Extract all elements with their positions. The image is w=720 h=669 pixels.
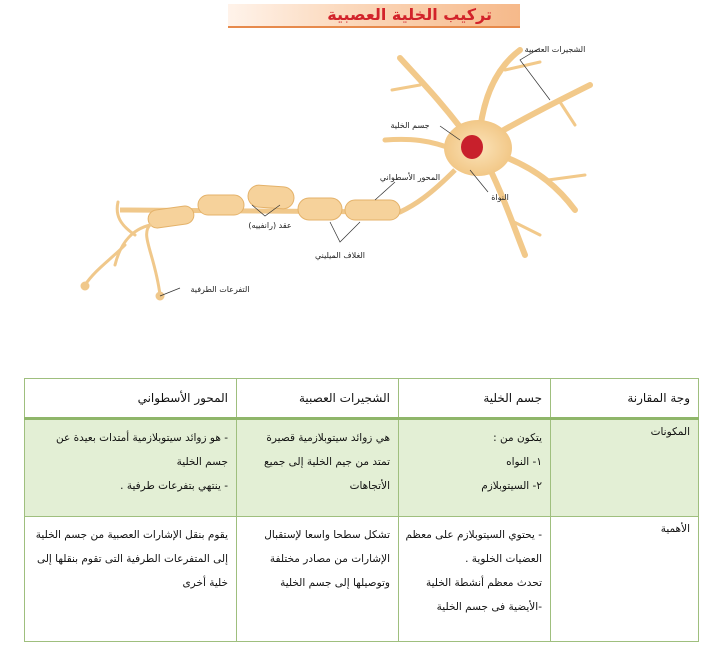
- page-title: تركيب الخلية العصبية: [327, 5, 492, 24]
- table-cell: [237, 517, 399, 642]
- neuron-diagram: [0, 30, 720, 350]
- row-label: المكونات: [551, 419, 699, 517]
- cell-line: تمتد من جيم الخلية إلى جميع: [264, 456, 390, 468]
- label-nodes: عقد (رانفييه): [248, 221, 292, 230]
- label-cell-body: جسم الخلية: [390, 121, 430, 130]
- table-header-row: [25, 379, 699, 419]
- cell-line: ٢- السيتوبلازم: [481, 480, 542, 492]
- label-nucleus: النواة: [491, 193, 509, 202]
- cell-line: - يحتوي السيتوبلازم على معظم: [405, 529, 542, 541]
- cell-line: إلى المتفرعات الطرفية التى تقوم بنقلها إلى: [36, 553, 228, 565]
- table-cell: [25, 419, 237, 517]
- comparison-table: [24, 378, 699, 642]
- header-cell: المحور الأسطواني: [25, 379, 237, 419]
- cell-line: العضيات الخلوية .: [465, 553, 542, 565]
- cell-line: جسم الخلية: [176, 456, 228, 468]
- cell-line: هي زوائد سيتوبلازمية قصيرة: [266, 432, 390, 444]
- cell-line: ١- النواه: [506, 456, 542, 468]
- row-label: الأهمية: [551, 517, 699, 642]
- cell-line: يتكون من :: [493, 432, 542, 444]
- cell-line: الأتجاهات: [349, 480, 390, 492]
- table-cell: [399, 419, 551, 517]
- label-dendrites: الشجيرات العصبية: [524, 45, 586, 54]
- cell-line: - هو زوائد سيتوبلازمية أمتدات بعيدة عن: [56, 432, 228, 444]
- label-terminals: التفرعات الطرفية: [190, 285, 250, 294]
- label-myelin: الغلاف الميليني: [315, 251, 365, 260]
- title-banner: [228, 4, 520, 28]
- header-cell: وجة المقارنة: [551, 379, 699, 419]
- table-cell: [237, 419, 399, 517]
- cell-line: -الأيضية فى جسم الخلية: [436, 601, 542, 613]
- cell-line: - ينتهي بتفرعات طرفية .: [120, 480, 228, 492]
- table-cell: [399, 517, 551, 642]
- cell-line: الإشارات من مصادر مختلفة: [269, 553, 390, 565]
- table-cell: [25, 517, 237, 642]
- nucleus-shape: [461, 135, 483, 159]
- cell-line: خلية أخرى: [182, 577, 228, 589]
- label-axon: المحور الأسطواني: [379, 173, 441, 182]
- header-cell: الشجيرات العصبية: [237, 379, 399, 419]
- table-row: [25, 517, 699, 642]
- cell-line: يقوم بنقل الإشارات العصبية من جسم الخلية: [35, 529, 228, 541]
- cell-line: وتوصيلها إلى جسم الخلية: [280, 577, 390, 589]
- header-cell: جسم الخلية: [399, 379, 551, 419]
- cell-line: تحدث معظم أنشطة الخلية: [425, 577, 542, 589]
- table-row: [25, 419, 699, 517]
- cell-line: تشكل سطحا واسعا لإستقبال: [264, 529, 390, 541]
